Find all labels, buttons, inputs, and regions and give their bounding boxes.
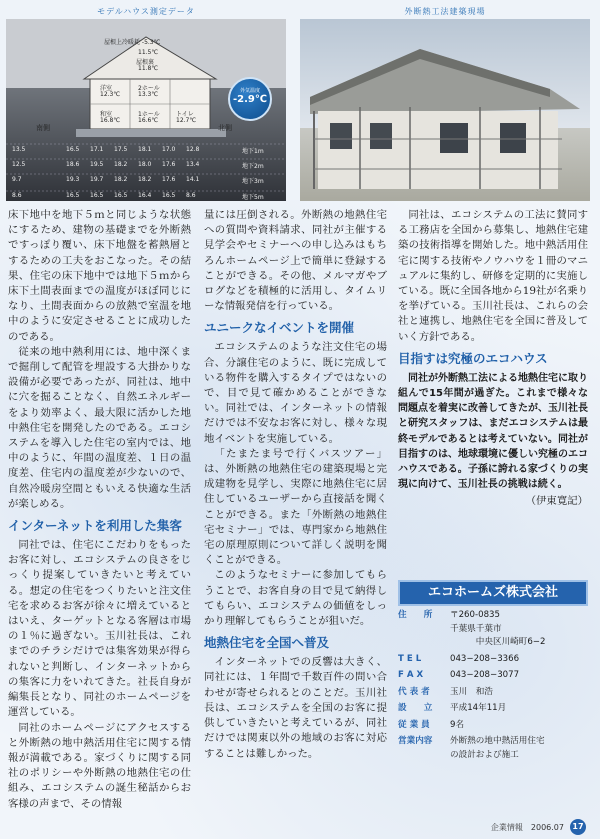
company-info-box bbox=[398, 580, 588, 762]
room-temp-3: 16.8℃ bbox=[100, 117, 121, 124]
col1-paragraph-4: 同社のホームページにアクセスすると外断熱の地中熱活用住宅に関する情報が満載である。家づくりに関する同社のポリシーや外断熱の地熱住宅の仕組み、エコシステムの誕生秘話からお客様の声まで、その情報 bbox=[8, 721, 191, 810]
temperature-diagram bbox=[6, 19, 286, 201]
outside-temp-badge bbox=[228, 77, 272, 121]
ground-row-3-v2: 19.7 bbox=[90, 176, 104, 183]
text-column-1 bbox=[8, 208, 191, 812]
upper-room-1: 11.5℃ bbox=[138, 49, 159, 56]
house-photo-icon bbox=[300, 19, 590, 201]
ground-row-1-label: 地下1m bbox=[242, 148, 264, 155]
business-line-1: 外断熱の地中熱活用住宅 bbox=[450, 736, 545, 746]
ground-row-2-v3: 18.2 bbox=[114, 161, 128, 168]
col2-paragraph-1: 量には圧倒される。外断熱の地熱住宅への質問や資料請求、同社が主催する見学会やセミナーへの申し込みはもちろんホームページ上で簡単に登録することができる。その他、メルマガやブログなどを積極的に活用し、タイムリーな情報発信を行っている。 bbox=[204, 209, 387, 313]
address-line-2: 千葉県千葉市 bbox=[450, 623, 502, 634]
established-value: 平成14年11月 bbox=[450, 703, 507, 713]
model-house-caption: モデルハウス測定データ bbox=[97, 7, 195, 16]
col1-paragraph-3: 同社では、住宅にこだわりをもったお客に対し、エコシステムの良さをじっくり提案していきたいと考えている。想定の住宅をつくりたいと注文住宅を求めるお客が徐々に増えているとはいえ、ターゲットとなる客層は市場の１％に過ぎない。玉川社長は、これまでのチラシだけでは集客効果が得られないと判断し、インターネットからの集客に力をいれてきた。社長自身が編集長となり、同社のホームページを運営している。 bbox=[8, 539, 191, 719]
room-temp-2: 13.3℃ bbox=[138, 91, 159, 98]
col1-paragraph-1: 床下地中を地下５ｍと同じような状態にするため、建物の基礎までを外断熱ですっぽり覆い、床下地盤を蓄熱層とするための工夫をおこなった。その結果、住宅の床下地中では地下５ｍから床下土間表面までの温度がほぼ同じになり、土間表面からの放熱で室温を地中のように安定させることに成功したのである。 bbox=[8, 209, 191, 343]
room-label-3: 和室 bbox=[100, 111, 113, 118]
tel-value: 043−208−3366 bbox=[450, 653, 520, 664]
construction-site-figure bbox=[300, 6, 590, 201]
outside-temp-value: -2.9℃ bbox=[233, 94, 267, 105]
ground-row-3-v6: 14.1 bbox=[186, 176, 200, 183]
room-temp-5: 12.7℃ bbox=[176, 117, 197, 124]
upper-room-3: 11.8℃ bbox=[138, 65, 159, 72]
roof-label: 屋根上冷暖耗 -5.3℃ bbox=[104, 39, 161, 46]
info-row-address bbox=[398, 609, 588, 650]
ground-row-3-v5: 17.6 bbox=[162, 176, 176, 183]
magazine-issue: 企業情報 2006.07 bbox=[490, 822, 564, 832]
ground-row-1-left: 13.5 bbox=[12, 146, 26, 153]
south-label: 南側 bbox=[36, 124, 50, 132]
ground-row-2-v1: 18.6 bbox=[66, 161, 80, 168]
col3-paragraph-1: 同社は、エコシステムの工法に賛同する工務店を全国から募集し、地熱住宅建築の技術指導を開始した。地中熱活用住宅に関する技術やノウハウを１冊のマニュアルに集約し、研修を定期的に実施している。既に全国各地から19社が名乗りを挙げている。玉川社長は、これらの会社と連携し、地熱住宅を全国に普及していく方針である。 bbox=[398, 209, 588, 343]
ground-row-4-v3: 16.5 bbox=[114, 192, 128, 199]
author-signature: （伊東寛記） bbox=[525, 495, 588, 508]
ground-row-2-left: 12.5 bbox=[12, 161, 26, 168]
ground-row-4-label: 地下5m bbox=[242, 194, 264, 201]
ground-row-2-label: 地下2m bbox=[242, 163, 264, 170]
ground-row-2-v5: 17.6 bbox=[162, 161, 176, 168]
col2-paragraph-2: エコシステムのような注文住宅の場合、分譲住宅のように、既に完成している物件を購入するタイプではないので、目で見て確かめることができない。同社では、インターネットの情報だけでは不安なお客に対し、様々な現地イベントを実施している。 bbox=[204, 341, 387, 445]
outside-temp-label: 外気温度 bbox=[239, 88, 260, 94]
info-key-employees: 従 業 員 bbox=[398, 719, 430, 730]
room-label-4: 1ホール bbox=[138, 111, 160, 118]
heading-eco-house: 目指すは究極のエコハウス bbox=[398, 350, 548, 366]
page-number: 17 bbox=[570, 819, 586, 835]
ground-row-3-v3: 18.2 bbox=[114, 176, 128, 183]
info-row-fax bbox=[398, 669, 588, 683]
upper-room-2: 屋根裏 bbox=[136, 59, 155, 66]
ground-row-2-v2: 19.5 bbox=[90, 161, 104, 168]
info-key-business: 営業内容 bbox=[398, 736, 433, 746]
ground-row-3-label: 地下3m bbox=[242, 178, 264, 185]
ground-row-2-v6: 13.4 bbox=[186, 161, 200, 168]
address-line-3: 中央区川崎町6−2 bbox=[450, 637, 546, 647]
construction-photo bbox=[300, 19, 590, 201]
ground-row-1-v5: 17.0 bbox=[162, 146, 176, 153]
ground-row-1-v6: 12.8 bbox=[186, 146, 200, 153]
room-label-1: 洋室 bbox=[100, 85, 113, 92]
info-key-representative: 代 表 者 bbox=[398, 686, 430, 697]
address-line-1: 〒260-0835 bbox=[450, 610, 500, 620]
north-label: 北側 bbox=[218, 124, 232, 132]
col3-paragraph-2: 同社が外断熱工法による地熱住宅に取り組んで15年間が過ぎた。これまで様々な問題点を着実に改善してきたが、玉川社長と研究スタッフは、まだエコシステムは最終モデルであるとは考えていない。同社が目指すのは、地球環境に優しい究極のエコハウスである。子孫に誇れる家づくりの実現に向けて、玉川社長の挑戦は続く。 bbox=[398, 372, 588, 491]
ground-row-1-v4: 18.1 bbox=[138, 146, 152, 153]
ground-row-1-v2: 17.1 bbox=[90, 146, 104, 153]
ground-row-1-v3: 17.5 bbox=[114, 146, 128, 153]
ground-row-4-v1: 16.5 bbox=[66, 192, 80, 199]
col1-paragraph-2: 従来の地中熱利用には、地中深くまで掘削して配管を埋設する大掛かりな設備が必要であったが、同社は、地中に穴を掘ることなく、自然エネルギーをより効率よく、最大限に活かした地中熱住宅を開発したのである。エコシステムを導入した住宅の室内では、地中のように、年間の温度差、１日の温度差、住宅内の温度差が少ないので、自然冷暖房空間ともいえる快適な生活が楽しめる。 bbox=[8, 345, 191, 510]
room-label-2: 2ホール bbox=[138, 85, 160, 92]
heading-events: ユニークなイベントを開催 bbox=[204, 320, 355, 336]
info-key-address: 住 所 bbox=[398, 610, 433, 620]
ground-row-3-v1: 19.3 bbox=[66, 176, 80, 183]
ground-row-4-left: 8.6 bbox=[12, 192, 22, 199]
info-row-business bbox=[398, 735, 588, 762]
info-row-representative bbox=[398, 686, 588, 700]
room-temp-4: 16.6℃ bbox=[138, 117, 159, 124]
col2-paragraph-5: インターネットでの反響は大きく、同社には、１年間で千数百件の問い合わせが寄せられるとのことだ。玉川社長は、エコシステムを全国のお客に提供していきたいと考えているが、同社だけでは関東以外の地域のお客に対応することは難しかった。 bbox=[204, 656, 387, 760]
ground-row-4-v2: 16.5 bbox=[90, 192, 104, 199]
heading-internet: インターネットを利用した集客 bbox=[8, 518, 182, 534]
ground-row-4-v6: 8.6 bbox=[186, 192, 196, 199]
page-footer bbox=[491, 819, 586, 835]
text-column-3 bbox=[398, 208, 588, 510]
col2-paragraph-4: このようなセミナーに参加してもらうことで、お客自身の目で見て納得してもらい、エコシステムの価値をしっかり理解してもらうことが狙いだ。 bbox=[204, 569, 387, 628]
construction-site-caption: 外断熱工法建築現場 bbox=[404, 7, 486, 16]
info-row-established bbox=[398, 702, 588, 716]
ground-row-3-left: 9.7 bbox=[12, 176, 22, 183]
room-temp-1: 12.3℃ bbox=[100, 91, 121, 98]
ground-row-4-v5: 16.5 bbox=[162, 192, 176, 199]
info-key-established: 設 立 bbox=[398, 703, 433, 713]
representative-value: 玉川 和浩 bbox=[450, 686, 493, 697]
col2-paragraph-3: 「たまたま号で行くバスツアー」は、外断熱の地熱住宅の建築現場と完成建物を見学し、実際に地熱住宅に居住しているユーザーから直接話を聞くことができる。また「外断熱の地熱住宅セミナー」では、専門家から地熱住宅の原理原則について詳しく説明を聞くことができる。 bbox=[204, 447, 387, 567]
heading-nationwide: 地熱住宅を全国へ普及 bbox=[204, 635, 330, 651]
info-row-employees bbox=[398, 719, 588, 733]
ground-row-4-v4: 16.4 bbox=[138, 192, 152, 199]
ground-row-1-v1: 16.5 bbox=[66, 146, 80, 153]
employees-value: 9名 bbox=[450, 719, 465, 730]
fax-value: 043−208−3077 bbox=[450, 670, 520, 680]
info-row-tel bbox=[398, 653, 588, 667]
ground-row-3-v4: 18.2 bbox=[138, 176, 152, 183]
text-column-2 bbox=[204, 208, 387, 762]
ground-row-2-v4: 18.0 bbox=[138, 161, 152, 168]
company-name: エコホームズ株式会社 bbox=[398, 580, 588, 606]
business-line-2: の設計および施工 bbox=[450, 749, 519, 760]
model-house-figure bbox=[6, 6, 286, 201]
info-key-fax: F A X bbox=[398, 670, 424, 680]
room-label-5: トイレ bbox=[176, 111, 194, 118]
info-key-tel: T E L bbox=[398, 653, 422, 664]
